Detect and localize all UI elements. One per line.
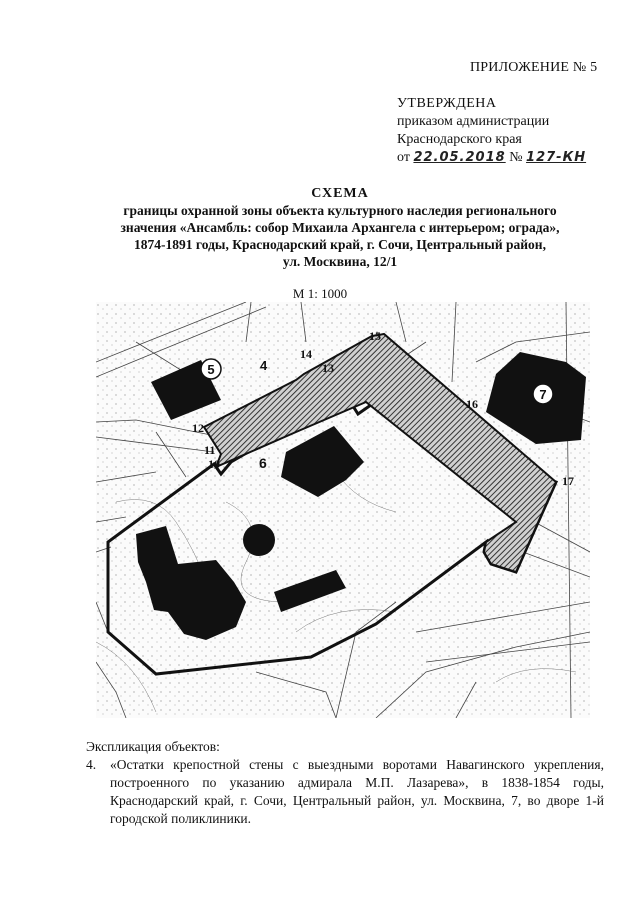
title-line-1: границы охранной зоны объекта культурного наследия регионального [123,203,557,218]
map-scale: М 1: 1000 [292,286,348,301]
round-structure [243,524,275,556]
order-number: 127-КН [526,150,587,165]
approved-line-1: приказом администрации [397,114,550,129]
point-12: 12 [192,421,204,435]
title-line-3: 1874-1891 годы, Краснодарский край, г. Сочи, Центральный район, [134,237,546,252]
title-heading: СХЕМА [311,186,369,201]
object-4-label: 4 [260,358,268,373]
point-15: 15 [369,329,381,343]
date-prefix: от [397,150,410,165]
explanation-item [86,756,604,828]
object-6-label: 6 [259,455,267,471]
approval-stamp [397,95,586,167]
number-prefix: № [509,150,523,165]
explanation-heading: Экспликация объектов: [86,739,220,754]
approved-title: УТВЕРЖДЕНА [397,96,497,111]
explanation-item-text: «Остатки крепостной стены с выездными воротами Навагинского укрепления, построенного по указанию адмирала М.П. Лазарева», в 1838-1854 годы, Краснодарский край, г. Сочи, Центральный район, ул. Москвина, 7, во дворе 1-й городской поликлиники. [110,757,604,826]
approved-line-2: Краснодарского края [397,132,522,147]
point-14: 14 [300,347,312,361]
explanation-section [86,738,604,828]
object-5-badge [201,359,221,379]
site-plan-map [96,302,590,718]
order-date: 22.05.2018 [413,150,506,165]
document-title [60,185,620,270]
title-line-4: ул. Москвина, 12/1 [282,254,398,269]
point-10: 10 [208,457,220,471]
explanation-item-number: 4. [86,757,97,772]
appendix-label: ПРИЛОЖЕНИЕ № 5 [470,60,598,75]
point-16: 16 [466,397,478,411]
point-17: 17 [562,474,574,488]
object-7-badge [533,384,553,404]
object-5-label: 5 [207,362,215,377]
point-11: 11 [204,443,216,457]
point-13: 13 [322,361,334,375]
title-line-2: значения «Ансамбль: собор Михаила Архангела с интерьером; ограда», [120,220,560,235]
order-date-line [397,149,586,167]
object-7-label: 7 [539,387,547,402]
